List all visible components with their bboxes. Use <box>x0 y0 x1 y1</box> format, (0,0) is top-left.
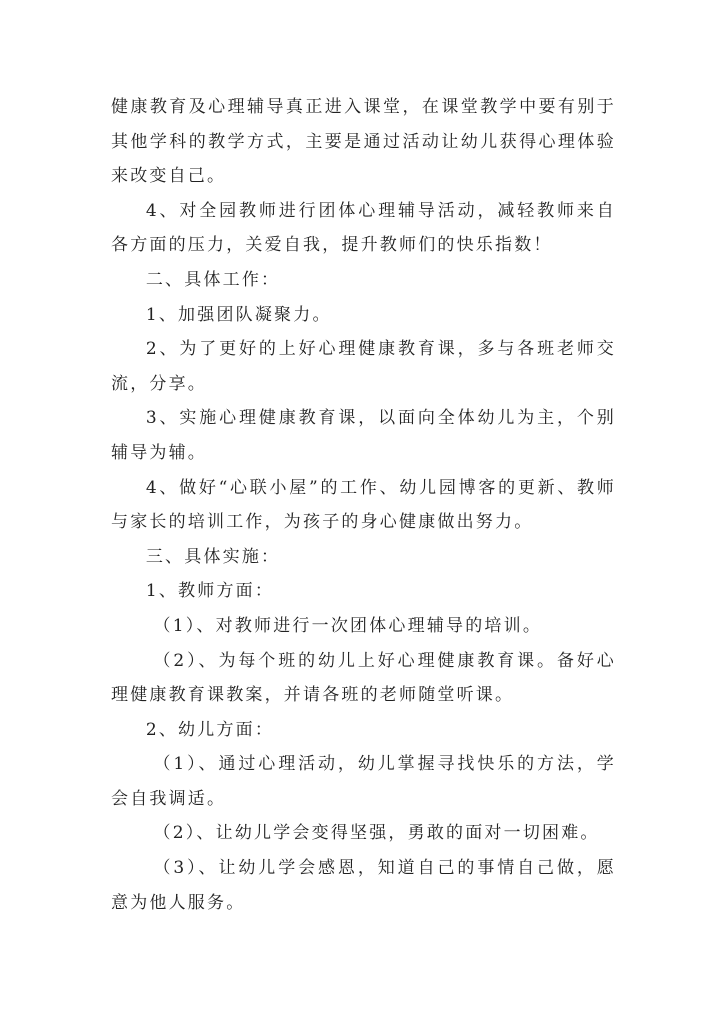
children-item-1: （1）、通过心理活动，幼儿掌握寻找快乐的方法，学会自我调适。 <box>111 754 616 809</box>
subsection-heading-children: 2、幼儿方面： <box>145 719 275 740</box>
paragraph-item-4-teacher-group-counseling: 4、对全园教师进行团体心理辅导活动，减轻教师来自各方面的压力，关爱自我，提升教师们的快乐指数！ <box>111 200 616 256</box>
children-item-3: （3）、让幼儿学会感恩，知道自己的事情自己做，愿意为他人服务。 <box>111 858 616 913</box>
subsection-heading-teachers: 1、教师方面： <box>145 581 275 602</box>
work-item-2: 2、为了更好的上好心理健康教育课，多与各班老师交流，分享。 <box>111 339 616 394</box>
section-heading-specific-work: 二、具体工作： <box>145 269 281 290</box>
section-heading-implementation: 三、具体实施： <box>145 546 281 567</box>
teacher-item-1: （1）、对教师进行一次团体心理辅导的培训。 <box>153 615 543 636</box>
document-body <box>111 90 616 920</box>
work-item-4: 4、做好“心联小屋”的工作、幼儿园博客的更新、教师与家长的培训工作，为孩子的身心健康做出努力。 <box>111 477 616 533</box>
work-item-1: 1、加强团队凝聚力。 <box>145 304 332 325</box>
children-item-2: （2）、让幼儿学会变得坚强，勇敢的面对一切困难。 <box>153 823 600 844</box>
paragraph-intro-continuation: 健康教育及心理辅导真正进入课堂，在课堂教学中要有别于其他学科的教学方式，主要是通过活动让幼儿获得心理体验来改变自己。 <box>111 97 616 187</box>
teacher-item-2: （2）、为每个班的幼儿上好心理健康教育课。备好心理健康教育课教案，并请各班的老师随堂听课。 <box>111 650 616 706</box>
work-item-3: 3、实施心理健康教育课，以面向全体幼儿为主，个别辅导为辅。 <box>111 408 616 463</box>
